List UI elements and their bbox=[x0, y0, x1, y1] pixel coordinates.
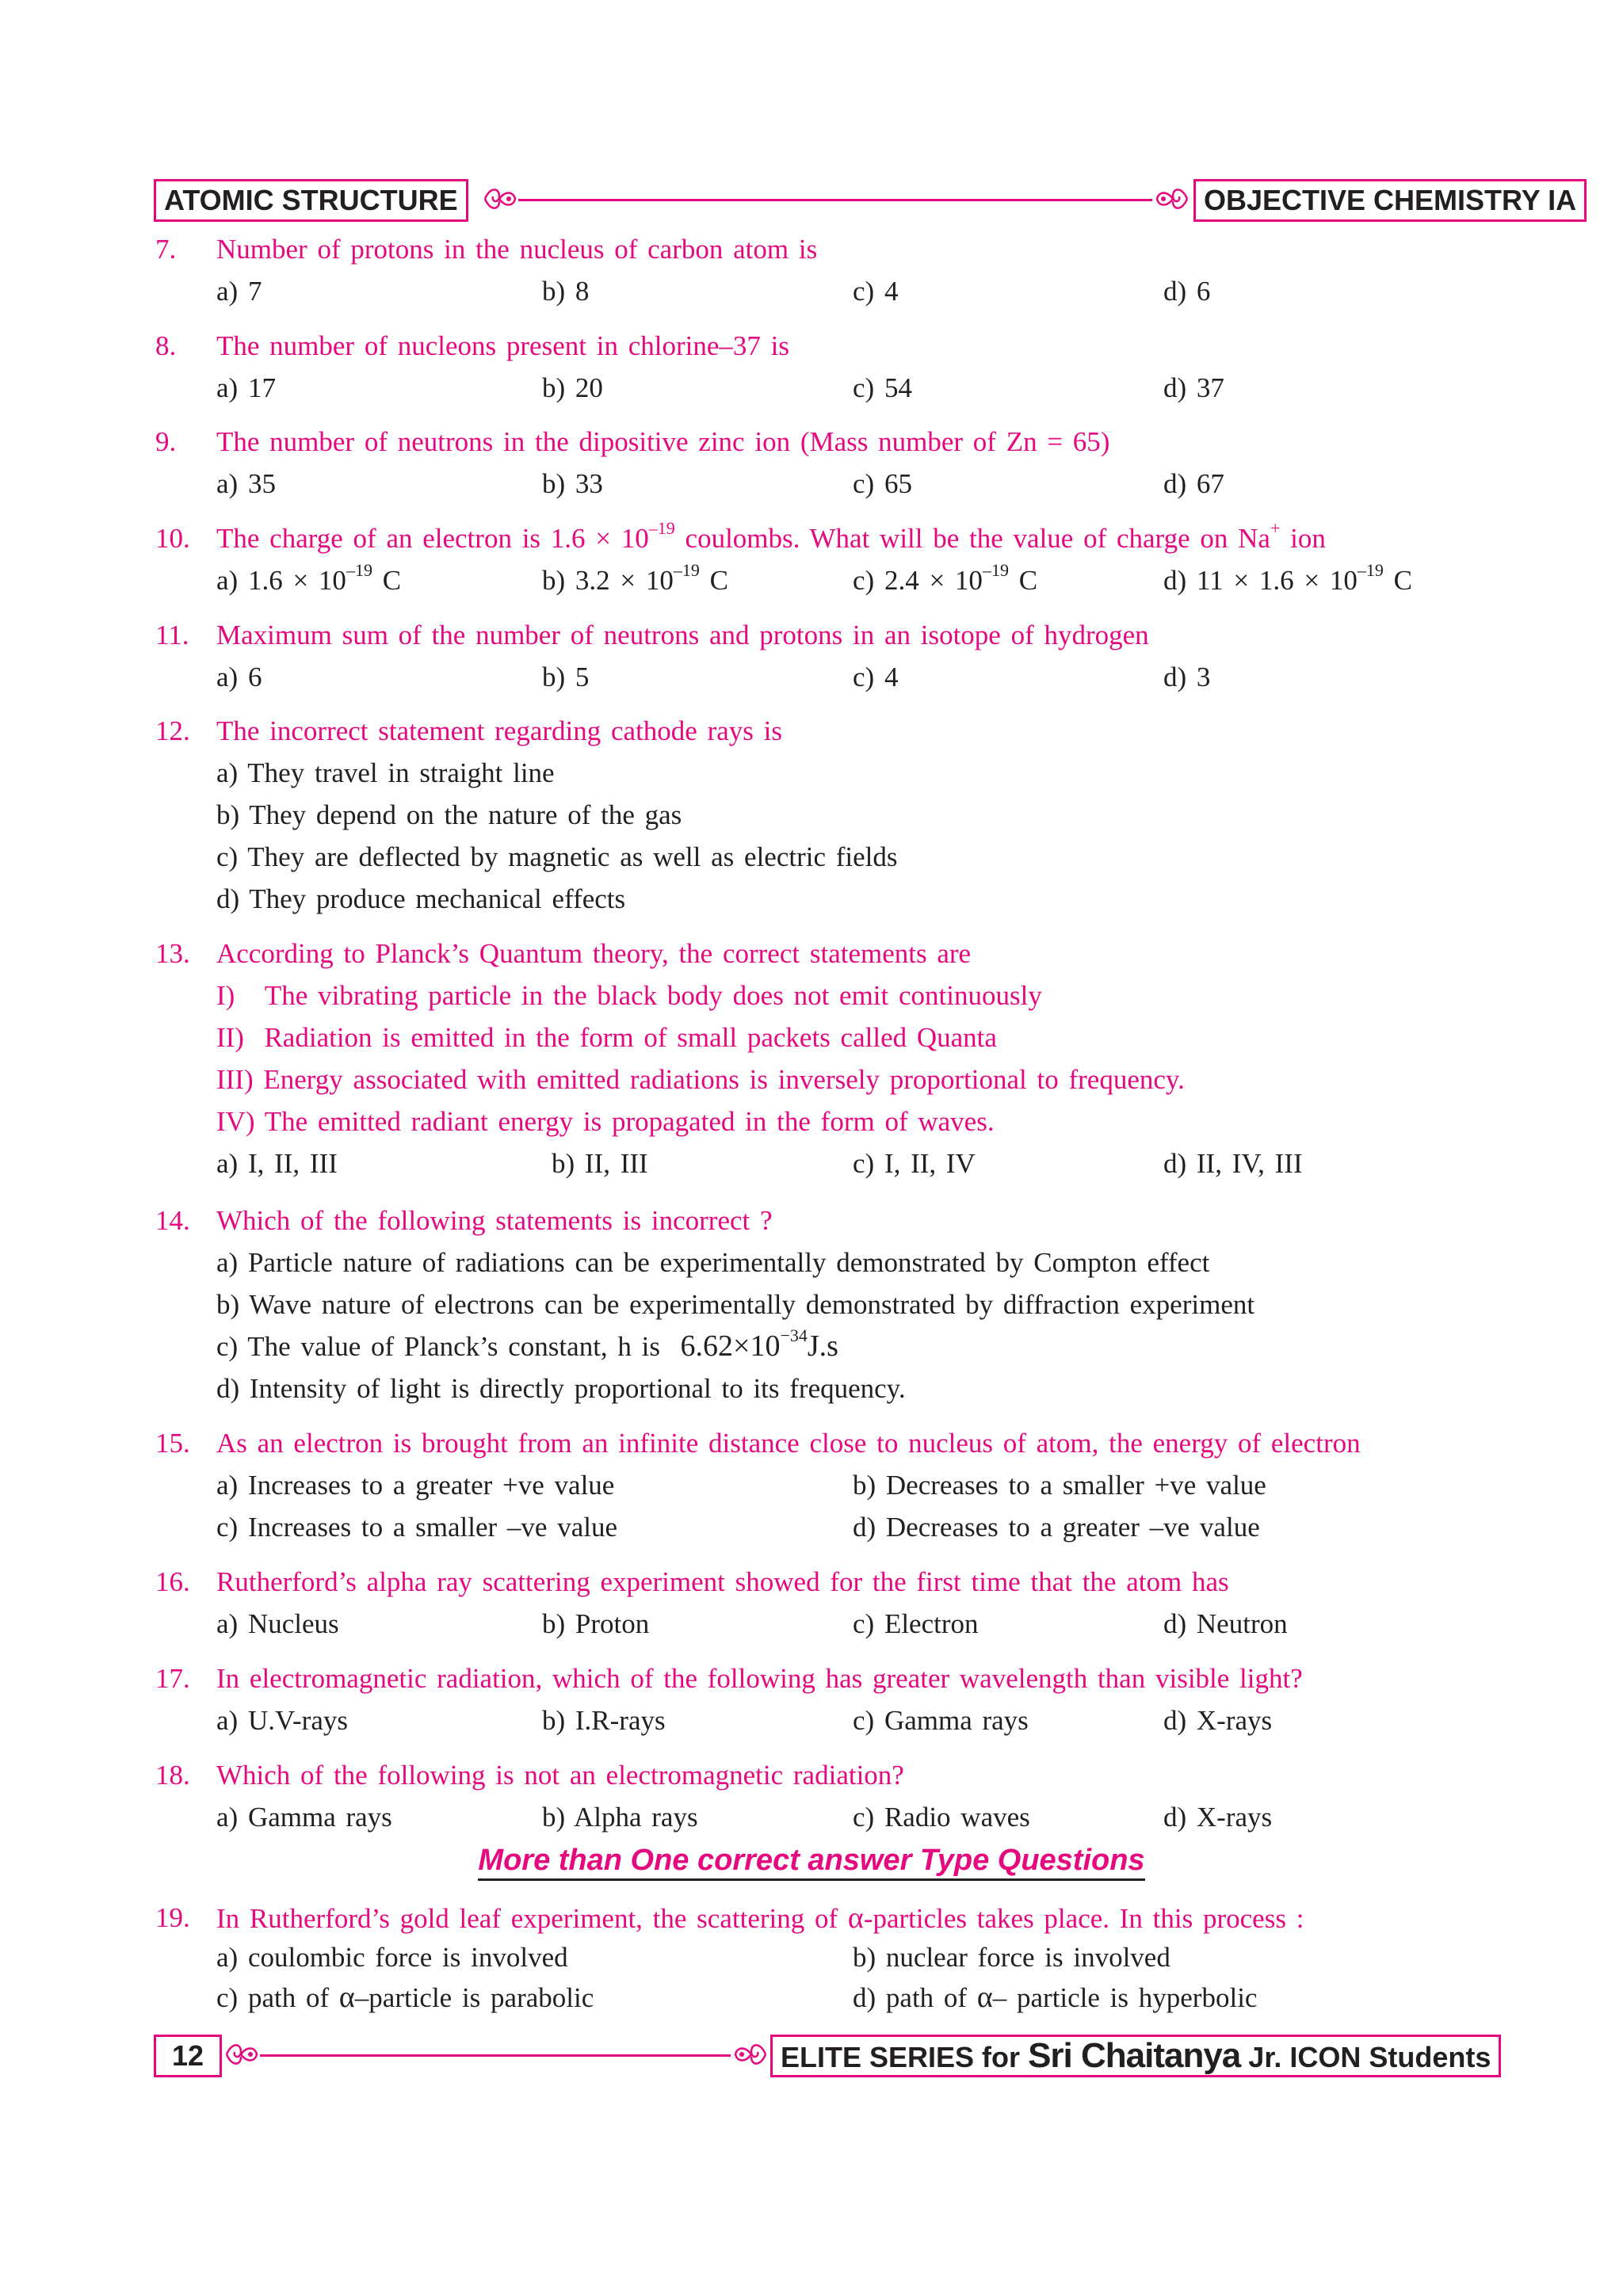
option-b: b) They depend on the nature of the gas bbox=[216, 799, 682, 830]
question-text: According to Planck’s Quantum theory, the correct statements are bbox=[216, 938, 972, 969]
book-title-box bbox=[1193, 179, 1587, 222]
option-b: b) Decreases to a smaller +ve value bbox=[853, 1470, 1266, 1501]
question-number: 13. bbox=[155, 938, 190, 969]
option-c: c) Electron bbox=[853, 1608, 979, 1639]
option-b: b) 5 bbox=[542, 662, 590, 692]
question-number: 16. bbox=[155, 1566, 190, 1597]
option-d: d) Neutron bbox=[1163, 1608, 1288, 1639]
chapter-title-box bbox=[154, 179, 468, 222]
option-c: c) They are deflected by magnetic as well as electric fields bbox=[216, 841, 898, 872]
option-d: d) 67 bbox=[1163, 468, 1224, 499]
planck-constant-value: $6.62\times 10^{-34}J.s$ bbox=[680, 1325, 838, 1363]
question-text: The incorrect statement regarding cathode rays is bbox=[216, 715, 782, 746]
option-c: c) path of α–particle is parabolic bbox=[216, 1981, 594, 2014]
option-d: d) II, IV, III bbox=[1163, 1148, 1303, 1179]
option-c: c) 4 bbox=[853, 276, 899, 307]
option-d: d) They produce mechanical effects bbox=[216, 883, 626, 914]
question-number: 11. bbox=[155, 620, 189, 650]
statement-iv: IV) The emitted radiant energy is propagated in the form of waves. bbox=[216, 1106, 995, 1137]
series-banner-box bbox=[770, 2035, 1501, 2077]
question-number: 10. bbox=[155, 523, 190, 554]
question-text: The number of nucleons present in chlorine–37 is bbox=[216, 330, 789, 361]
page-number: 12 bbox=[171, 2039, 204, 2072]
option-b: b) 8 bbox=[542, 276, 590, 307]
option-d: d) 3 bbox=[1163, 662, 1211, 692]
statement-i: I) The vibrating particle in the black body does not emit continuously bbox=[216, 980, 1042, 1011]
question-number: 12. bbox=[155, 715, 190, 746]
option-d: d) 37 bbox=[1163, 372, 1224, 403]
option-a: a) U.V-rays bbox=[216, 1705, 348, 1736]
question-text: The number of neutrons in the dipositive zinc ion (Mass number of Zn = 65) bbox=[216, 426, 1110, 457]
option-c: c) I, II, IV bbox=[853, 1148, 976, 1179]
option-a: a) Increases to a greater +ve value bbox=[216, 1470, 615, 1501]
option-d: d) $11 \times 1.6 \times 10^{-19}$ C bbox=[1163, 560, 1412, 596]
question-18 bbox=[155, 1754, 1487, 1838]
option-b: b) II, III bbox=[552, 1148, 648, 1179]
option-c: c) Gamma rays bbox=[853, 1705, 1029, 1736]
flourish-ornament-icon bbox=[482, 181, 518, 217]
option-c: c) 4 bbox=[853, 662, 899, 692]
question-text: Number of protons in the nucleus of carbon atom is bbox=[216, 234, 818, 265]
question-number: 7. bbox=[155, 234, 177, 265]
question-text: In Rutherford’s gold leaf experiment, the scattering of α-particles takes place. In this process : bbox=[216, 1901, 1304, 1935]
question-9 bbox=[155, 421, 1487, 505]
option-a: a) I, II, III bbox=[216, 1148, 338, 1179]
flourish-ornament-icon bbox=[1154, 181, 1190, 217]
option-a: a) 35 bbox=[216, 468, 276, 499]
question-text: Which of the following statements is incorrect ? bbox=[216, 1205, 773, 1236]
option-c: c) Increases to a smaller –ve value bbox=[216, 1512, 617, 1543]
question-8 bbox=[155, 325, 1487, 409]
question-text: As an electron is brought from an infinite distance close to nucleus of atom, the energy of electron bbox=[216, 1428, 1361, 1459]
option-a: a) 17 bbox=[216, 372, 276, 403]
question-14 bbox=[155, 1199, 1487, 1409]
option-a: a) 7 bbox=[216, 276, 262, 307]
header-rule bbox=[518, 199, 1152, 201]
option-b: b) $3.2 \times 10^{-19}$ C bbox=[542, 560, 729, 596]
option-d: d) Decreases to a greater –ve value bbox=[853, 1512, 1260, 1543]
question-17 bbox=[155, 1657, 1487, 1741]
section-title: More than One correct answer Type Questions bbox=[478, 1844, 1144, 1881]
statement-ii: II) Radiation is emitted in the form of small packets called Quanta bbox=[216, 1022, 997, 1053]
option-d: d) X-rays bbox=[1163, 1705, 1273, 1736]
footer-rule bbox=[260, 2054, 731, 2057]
option-d: d) path of α– particle is hyperbolic bbox=[853, 1981, 1258, 2014]
option-a: a) $1.6 \times 10^{-19}$ C bbox=[216, 560, 402, 596]
page-header bbox=[154, 179, 1577, 220]
series-brand: Sri Chaitanya bbox=[1028, 2036, 1241, 2075]
question-number: 15. bbox=[155, 1428, 190, 1459]
question-16 bbox=[155, 1561, 1487, 1645]
question-13 bbox=[155, 933, 1487, 1184]
question-15 bbox=[155, 1422, 1487, 1548]
option-c: c) 65 bbox=[853, 468, 912, 499]
option-b: b) I.R-rays bbox=[542, 1705, 666, 1736]
option-b: b) nuclear force is involved bbox=[853, 1942, 1170, 1973]
question-text: Which of the following is not an electromagnetic radiation? bbox=[216, 1760, 904, 1791]
option-a: a) Particle nature of radiations can be experimentally demonstrated by Compton effect bbox=[216, 1247, 1210, 1278]
statement-iii: III) Energy associated with emitted radiations is inversely proportional to frequency. bbox=[216, 1064, 1185, 1095]
question-12 bbox=[155, 710, 1487, 920]
option-a: a) Nucleus bbox=[216, 1608, 339, 1639]
option-b: b) 20 bbox=[542, 372, 603, 403]
option-c: c) Radio waves bbox=[853, 1802, 1030, 1833]
series-prefix: ELITE SERIES for bbox=[781, 2041, 1021, 2073]
question-number: 17. bbox=[155, 1663, 190, 1694]
chapter-title: ATOMIC STRUCTURE bbox=[164, 184, 458, 216]
option-d: d) 6 bbox=[1163, 276, 1211, 307]
question-text: The charge of an electron is $1.6 \times 10^{-19}$ coulombs. What will be the value of charge on Na+ ion bbox=[216, 518, 1326, 554]
question-number: 19. bbox=[155, 1902, 190, 1933]
question-number: 9. bbox=[155, 426, 177, 457]
option-b: b) 33 bbox=[542, 468, 603, 499]
alpha-symbol: α bbox=[847, 1901, 864, 1935]
question-7 bbox=[155, 228, 1487, 312]
option-d: d) Intensity of light is directly proportional to its frequency. bbox=[216, 1373, 906, 1404]
section-heading bbox=[0, 1844, 1623, 1878]
question-10 bbox=[155, 517, 1487, 601]
question-number: 14. bbox=[155, 1205, 190, 1236]
book-title: OBJECTIVE CHEMISTRY IA bbox=[1204, 184, 1577, 216]
option-c: c) 54 bbox=[853, 372, 912, 403]
page-footer bbox=[154, 2035, 1491, 2076]
question-number: 18. bbox=[155, 1760, 190, 1791]
option-b: b) Wave nature of electrons can be experimentally demonstrated by diffraction experiment bbox=[216, 1289, 1255, 1320]
page-number-box bbox=[154, 2035, 222, 2077]
option-a: a) Gamma rays bbox=[216, 1802, 392, 1833]
flourish-ornament-icon bbox=[732, 2036, 769, 2073]
option-c: c) The value of Planck’s constant, h is $6.62\times 10^{-34}J.s$ bbox=[216, 1325, 838, 1363]
option-b: b) Proton bbox=[542, 1608, 650, 1639]
option-a: a) 6 bbox=[216, 662, 262, 692]
question-number: 8. bbox=[155, 330, 177, 361]
option-b: b) Alpha rays bbox=[542, 1802, 698, 1833]
flourish-ornament-icon bbox=[223, 2036, 260, 2073]
option-a: a) They travel in straight line bbox=[216, 757, 555, 788]
question-text: In electromagnetic radiation, which of the following has greater wavelength than visible light? bbox=[216, 1663, 1303, 1694]
question-19 bbox=[155, 1898, 1487, 2017]
option-a: a) coulombic force is involved bbox=[216, 1942, 568, 1973]
series-suffix: Jr. ICON Students bbox=[1248, 2041, 1491, 2073]
question-text: Maximum sum of the number of neutrons and protons in an isotope of hydrogen bbox=[216, 620, 1149, 650]
question-11 bbox=[155, 614, 1487, 698]
option-d: d) X-rays bbox=[1163, 1802, 1273, 1833]
question-text: Rutherford’s alpha ray scattering experiment showed for the first time that the atom has bbox=[216, 1566, 1229, 1597]
option-c: c) $2.4 \times 10^{-19}$ C bbox=[853, 560, 1038, 596]
